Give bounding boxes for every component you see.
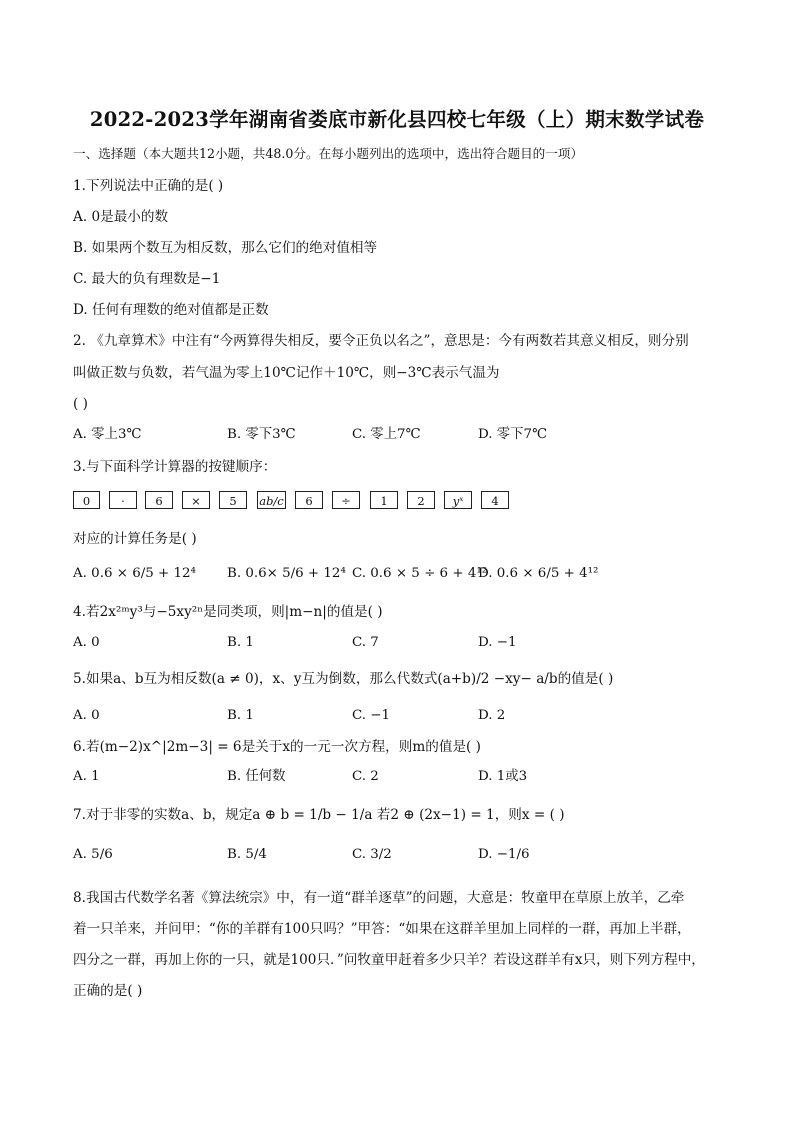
q4-option-d[interactable]: D. −1 — [478, 635, 517, 650]
q2-stem-line2: 叫做正数与负数，若气温为零上10℃记作＋10℃，则−3℃表示气温为 — [73, 365, 500, 381]
q8-stem-line1: 8.我国古代数学名著《算法统宗》中，有一道“群羊逐草”的问题，大意是：牧童甲在草原上放羊，乙牵 — [73, 890, 685, 906]
calc-key: 5 — [219, 491, 247, 509]
q2-stem-line3: ( ) — [73, 396, 88, 412]
q6-option-c[interactable]: C. 2 — [352, 769, 379, 784]
calc-key: ÷ — [332, 491, 360, 509]
q7-option-c[interactable]: C. 3/2 — [352, 847, 392, 862]
q6-option-d[interactable]: D. 1或3 — [478, 769, 528, 784]
q4-option-c[interactable]: C. 7 — [352, 635, 379, 650]
q4-option-a[interactable]: A. 0 — [73, 635, 100, 650]
q2-option-d[interactable]: D. 零下7℃ — [478, 427, 548, 442]
q5-option-c[interactable]: C. −1 — [352, 708, 391, 723]
q2-option-c[interactable]: C. 零上7℃ — [352, 427, 421, 442]
q5-option-a[interactable]: A. 0 — [73, 708, 100, 723]
calculator-key-sequence — [73, 491, 533, 511]
q4-option-b[interactable]: B. 1 — [227, 635, 254, 650]
calc-key: 4 — [481, 491, 509, 509]
q3-option-c[interactable]: C. 0.6 × 5 ÷ 6 + 4¹² — [352, 566, 488, 581]
calc-key: 6 — [295, 491, 323, 509]
q2-option-b[interactable]: B. 零下3℃ — [227, 427, 296, 442]
q3-stem: 3.与下面科学计算器的按键顺序： — [73, 459, 277, 475]
q1-option-d[interactable]: D. 任何有理数的绝对值都是正数 — [73, 302, 269, 318]
calc-key: 6 — [145, 491, 173, 509]
calc-key: 0 — [73, 491, 100, 509]
q7-option-d[interactable]: D. −1/6 — [478, 847, 530, 862]
calc-key: × — [182, 491, 210, 509]
q8-stem-line3: 四分之一群，再加上你的一只，就是100只．”问牧童甲赶着多少只羊？若设这群羊有x只，则下列方程中， — [73, 952, 705, 968]
q6-option-a[interactable]: A. 1 — [73, 769, 100, 784]
q3-option-d[interactable]: D. 0.6 × 6/5 + 4¹² — [478, 566, 599, 581]
calc-key: yˣ — [444, 491, 472, 509]
q3-option-b[interactable]: B. 0.6× 5/6 + 12⁴ — [227, 566, 346, 581]
q8-stem-line4: 正确的是( ) — [73, 983, 143, 999]
calc-key: · — [109, 491, 137, 509]
q5-option-d[interactable]: D. 2 — [478, 708, 506, 723]
page-title: 2022-2023学年湖南省娄底市新化县四校七年级（上）期末数学试卷 — [89, 108, 705, 131]
q7-stem: 7.对于非零的实数a、b，规定a ⊕ b = 1/b − 1/a 若2 ⊕ (2x−1) = 1，则x = ( ) — [73, 807, 565, 823]
q1-stem: 1.下列说法中正确的是( ) — [73, 178, 224, 194]
q1-option-b[interactable]: B. 如果两个数互为相反数，那么它们的绝对值相等 — [73, 240, 378, 256]
q4-stem: 4.若2x²ᵐy³与−5xy²ⁿ是同类项，则|m−n|的值是( ) — [73, 604, 383, 620]
calc-key: ab/c — [257, 491, 286, 509]
q8-stem-line2: 着一只羊来，并问甲：“你的羊群有100只吗？”甲答：“如果在这群羊里加上同样的一群，再加上半群， — [73, 921, 691, 937]
q2-stem-line1: 2. 《九章算术》中注有“今两算得失相反，要令正负以名之”，意思是：今有两数若其意义相反，则分别 — [73, 333, 689, 349]
q6-stem: 6.若(m−2)x^|2m−3| = 6是关于x的一元一次方程，则m的值是( ) — [73, 739, 481, 755]
q3-option-a[interactable]: A. 0.6 × 6/5 + 12⁴ — [73, 566, 196, 581]
q2-option-a[interactable]: A. 零上3℃ — [73, 427, 142, 442]
q3-after: 对应的计算任务是( ) — [73, 531, 197, 547]
section-heading: 一、选择题（本大题共12小题，共48.0分。在每小题列出的选项中，选出符合题目的一项） — [73, 146, 584, 161]
q1-option-a[interactable]: A. 0是最小的数 — [73, 209, 169, 225]
q6-option-b[interactable]: B. 任何数 — [227, 769, 286, 784]
q5-stem: 5.如果a、b互为相反数(a ≠ 0)，x、y互为倒数，那么代数式(a+b)/2 −xy− a/b的值是( ) — [73, 671, 614, 687]
q7-option-b[interactable]: B. 5/4 — [227, 847, 267, 862]
q5-option-b[interactable]: B. 1 — [227, 708, 254, 723]
calc-key: 2 — [407, 491, 435, 509]
q7-option-a[interactable]: A. 5/6 — [73, 847, 113, 862]
calc-key: 1 — [370, 491, 398, 509]
q1-option-c[interactable]: C. 最大的负有理数是−1 — [73, 271, 221, 287]
